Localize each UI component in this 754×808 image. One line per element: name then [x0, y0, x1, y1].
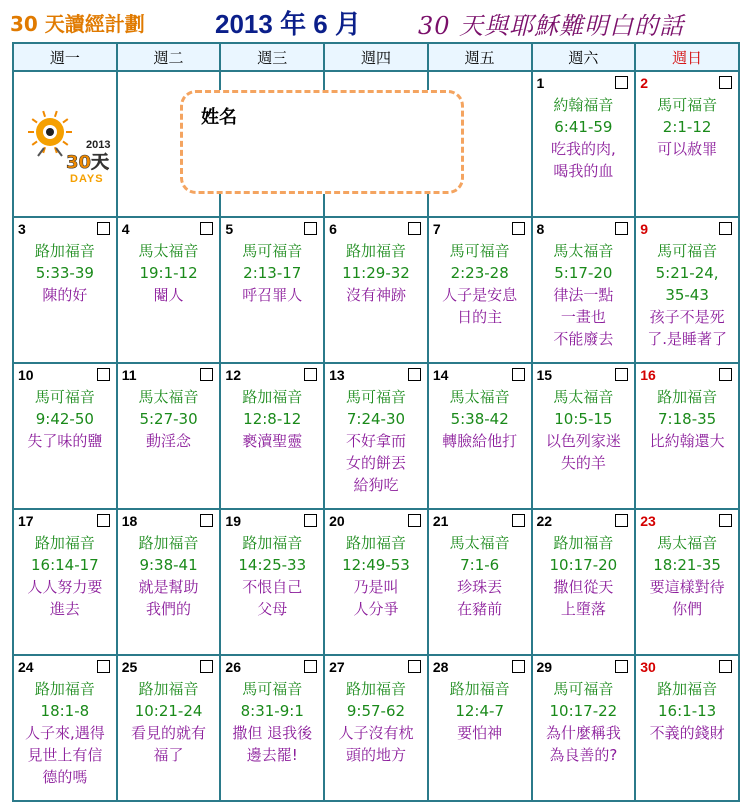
- reading-entry: [533, 532, 635, 620]
- verse-ref: 16:1-13: [658, 702, 717, 720]
- reading-entry: [118, 240, 220, 306]
- week-row: [13, 217, 739, 363]
- verse-ref: 10:5-15: [554, 410, 613, 428]
- done-checkbox[interactable]: [719, 222, 732, 235]
- reading-entry: [14, 240, 116, 306]
- reading-entry: [636, 94, 738, 160]
- verse-ref: 10:17-22: [549, 702, 618, 720]
- reading-title: 不恨自己 父母: [242, 578, 303, 618]
- done-checkbox[interactable]: [615, 76, 628, 89]
- reading-title: 陳的好: [42, 286, 88, 304]
- done-checkbox[interactable]: [408, 660, 421, 673]
- reading-title: 珍珠丟 在豬前: [457, 578, 503, 618]
- reading-title: 沒有神跡: [345, 286, 406, 304]
- day-number: 12: [225, 367, 241, 383]
- day-cell: [324, 217, 428, 363]
- book-name: 約翰福音: [553, 96, 614, 114]
- day-cell: [635, 509, 739, 655]
- reading-entry: [221, 532, 323, 620]
- reading-title: 轉臉給他打: [442, 432, 518, 450]
- done-checkbox[interactable]: [719, 368, 732, 381]
- weekday-tue: 週二: [117, 43, 221, 71]
- day-cell: [532, 655, 636, 801]
- day-cell: [220, 363, 324, 509]
- day-cell: [117, 509, 221, 655]
- day-number: 2: [640, 75, 649, 91]
- day-number: 5: [225, 221, 234, 237]
- day-cell: [117, 217, 221, 363]
- day-cell: [13, 655, 117, 801]
- done-checkbox[interactable]: [615, 514, 628, 527]
- day-cell: [428, 509, 532, 655]
- done-checkbox[interactable]: [97, 660, 110, 673]
- book-name: 馬可福音: [657, 242, 718, 260]
- day-number: 9: [640, 221, 649, 237]
- book-name: 馬可福音: [449, 242, 510, 260]
- verse-ref: 12:8-12: [243, 410, 302, 428]
- reading-entry: [118, 532, 220, 620]
- day-cell: [428, 655, 532, 801]
- book-name: 路加福音: [345, 242, 406, 260]
- book-name: 路加福音: [242, 534, 303, 552]
- verse-ref: 5:21-24, 35-43: [655, 264, 719, 304]
- reading-title: 不義的錢財: [649, 724, 725, 742]
- verse-ref: 5:38-42: [450, 410, 509, 428]
- verse-ref: 7:24-30: [346, 410, 406, 428]
- reading-entry: [118, 386, 220, 452]
- name-field[interactable]: [180, 90, 464, 194]
- weekday-wed: 週三: [220, 43, 324, 71]
- reading-title: 以色列家迷 失的羊: [545, 432, 621, 472]
- day-cell: [532, 509, 636, 655]
- reading-entry: [636, 678, 738, 744]
- reading-title: 看見的就有 福了: [131, 724, 207, 764]
- reading-title: 律法一點 一畫也 不能廢去: [553, 286, 614, 348]
- day-number: 23: [640, 513, 656, 529]
- done-checkbox[interactable]: [408, 368, 421, 381]
- book-name: 路加福音: [34, 242, 95, 260]
- done-checkbox[interactable]: [719, 660, 732, 673]
- reading-title: 撒但從天 上墮落: [553, 578, 614, 618]
- verse-ref: 5:33-39: [35, 264, 94, 282]
- day-number: 6: [329, 221, 337, 237]
- book-name: 路加福音: [34, 680, 95, 698]
- done-checkbox[interactable]: [408, 514, 421, 527]
- reading-entry: [325, 678, 427, 766]
- book-name: 馬可福音: [242, 242, 303, 260]
- verse-ref: 2:13-17: [243, 264, 302, 282]
- day-number: 4: [121, 221, 130, 237]
- reading-title: 人人努力要 進去: [27, 578, 103, 618]
- week-row: [13, 509, 739, 655]
- reading-title: 失了味的鹽: [27, 432, 103, 450]
- done-checkbox[interactable]: [97, 368, 110, 381]
- book-name: 馬可福音: [657, 96, 718, 114]
- theme-title: 30 天與耶穌難明白的話: [418, 12, 685, 40]
- verse-ref: 2:23-28: [450, 264, 509, 282]
- verse-ref: 19:1-12: [139, 264, 198, 282]
- reading-title: 要怕神: [457, 724, 503, 742]
- reading-entry: [325, 532, 427, 620]
- reading-title: 要這樣對待 你們: [649, 578, 725, 618]
- day-number: 19: [225, 513, 241, 529]
- book-name: 馬可福音: [553, 680, 614, 698]
- reading-title: 人子是安息 日的主: [442, 286, 518, 326]
- reading-entry: [429, 240, 531, 328]
- day-cell: [13, 363, 117, 509]
- verse-ref: 9:38-41: [139, 556, 198, 574]
- book-name: 馬太福音: [553, 388, 614, 406]
- book-name: 路加福音: [138, 534, 199, 552]
- verse-ref: 9:42-50: [35, 410, 94, 428]
- book-name: 路加福音: [34, 534, 95, 552]
- reading-entry: [118, 678, 220, 766]
- verse-ref: 16:14-17: [30, 556, 99, 574]
- plan-title: 30 天讀經計劃: [10, 12, 145, 36]
- day-cell: [428, 363, 532, 509]
- book-name: 路加福音: [449, 680, 510, 698]
- reading-entry: [636, 532, 738, 620]
- reading-title: 褻瀆聖靈: [242, 432, 303, 450]
- done-checkbox[interactable]: [200, 660, 213, 673]
- done-checkbox[interactable]: [512, 222, 525, 235]
- book-name: 路加福音: [345, 680, 406, 698]
- reading-entry: [533, 240, 635, 350]
- reading-title: 撒但 退我後 邊去罷!: [232, 724, 313, 764]
- done-checkbox[interactable]: [304, 514, 317, 527]
- book-name: 馬太福音: [449, 534, 510, 552]
- day-cell: [220, 217, 324, 363]
- reading-entry: [429, 532, 531, 620]
- day-cell: [117, 363, 221, 509]
- book-name: 路加福音: [657, 680, 718, 698]
- reading-title: 就是幫助 我們的: [138, 578, 199, 618]
- verse-ref: 18:21-35: [653, 556, 721, 574]
- reading-entry: [14, 386, 116, 452]
- empty-cell: [13, 71, 117, 217]
- weekday-thu: 週四: [324, 43, 428, 71]
- verse-ref: 5:17-20: [554, 264, 613, 282]
- reading-title: 動淫念: [146, 432, 192, 450]
- logo-sub: DAYS: [70, 173, 104, 185]
- weekday-mon: 週一: [13, 43, 117, 71]
- weekday-sun: 週日: [635, 43, 739, 71]
- day-cell: [635, 655, 739, 801]
- day-number: 30: [640, 659, 656, 675]
- verse-ref: 7:1-6: [460, 556, 500, 574]
- day-cell: [324, 509, 428, 655]
- done-checkbox[interactable]: [615, 222, 628, 235]
- page-header: [0, 0, 754, 40]
- logo-year: 2013: [86, 139, 111, 151]
- week-row: [13, 363, 739, 509]
- verse-ref: 10:17-20: [549, 556, 618, 574]
- reading-entry: [221, 386, 323, 452]
- day-number: 18: [121, 513, 138, 529]
- done-checkbox[interactable]: [200, 222, 213, 235]
- day-cell: [13, 217, 117, 363]
- reading-entry: [221, 678, 323, 766]
- reading-entry: [429, 386, 531, 452]
- done-checkbox[interactable]: [719, 76, 732, 89]
- reading-entry: [221, 240, 323, 306]
- book-name: 馬可福音: [34, 388, 95, 406]
- reading-title: 吃我的肉, 喝我的血: [550, 140, 616, 180]
- verse-ref: 9:57-62: [346, 702, 406, 720]
- day-number: 11: [121, 367, 137, 383]
- reading-entry: [14, 678, 116, 788]
- reading-entry: [533, 386, 635, 474]
- reading-entry: [429, 678, 531, 744]
- book-name: 馬可福音: [242, 680, 303, 698]
- reading-title: 孩子不是死 了.是睡著了: [647, 308, 727, 348]
- verse-ref: 5:27-30: [139, 410, 198, 428]
- done-checkbox[interactable]: [512, 368, 525, 381]
- day-number: 3: [18, 221, 26, 237]
- reading-entry: [325, 386, 427, 496]
- book-name: 馬太福音: [138, 242, 199, 260]
- reading-title: 比約翰還大: [649, 432, 725, 450]
- day-cell: [635, 363, 739, 509]
- done-checkbox[interactable]: [304, 222, 317, 235]
- book-name: 路加福音: [242, 388, 303, 406]
- name-label: 姓名: [201, 107, 237, 128]
- logo-30-days: [28, 102, 116, 188]
- verse-ref: 14:25-33: [238, 556, 307, 574]
- day-cell: [532, 217, 636, 363]
- book-name: 路加福音: [657, 388, 718, 406]
- book-name: 馬太福音: [138, 388, 199, 406]
- verse-ref: 2:1-12: [662, 118, 712, 136]
- done-checkbox[interactable]: [97, 514, 110, 527]
- day-cell: [220, 655, 324, 801]
- day-cell: [635, 217, 739, 363]
- day-cell: [324, 363, 428, 509]
- reading-entry: [533, 678, 635, 766]
- done-checkbox[interactable]: [200, 368, 213, 381]
- logo-text: 30天: [66, 152, 110, 173]
- day-cell: [532, 363, 636, 509]
- day-number: 24: [18, 659, 34, 675]
- verse-ref: 10:21-24: [134, 702, 203, 720]
- day-cell: [532, 71, 636, 217]
- done-checkbox[interactable]: [719, 514, 732, 527]
- day-number: 7: [432, 221, 441, 237]
- day-number: 27: [329, 659, 345, 675]
- reading-entry: [325, 240, 427, 306]
- day-number: 29: [536, 659, 553, 675]
- reading-entry: [636, 386, 738, 452]
- reading-title: 人子沒有枕 頭的地方: [338, 724, 414, 764]
- day-number: 22: [536, 513, 553, 529]
- reading-title: 人子來,遇得 見世上有信 德的嗎: [24, 724, 105, 786]
- book-name: 馬太福音: [553, 242, 614, 260]
- day-cell: [220, 509, 324, 655]
- done-checkbox[interactable]: [408, 222, 421, 235]
- day-number: 28: [432, 659, 449, 675]
- reading-title: 可以赦罪: [657, 140, 718, 158]
- verse-ref: 11:29-32: [342, 264, 410, 282]
- day-number: 14: [432, 367, 449, 383]
- done-checkbox[interactable]: [615, 368, 628, 381]
- week-row: [13, 655, 739, 801]
- day-number: 21: [432, 513, 449, 529]
- day-number: 17: [18, 513, 34, 529]
- done-checkbox[interactable]: [304, 368, 317, 381]
- day-number: 15: [536, 367, 553, 383]
- day-number: 10: [18, 367, 34, 383]
- verse-ref: 8:31-9:1: [240, 702, 304, 720]
- verse-ref: 12:49-53: [342, 556, 410, 574]
- reading-entry: [636, 240, 738, 350]
- day-number: 26: [225, 659, 241, 675]
- book-name: 馬太福音: [449, 388, 510, 406]
- weekday-sat: 週六: [532, 43, 636, 71]
- day-cell: [13, 509, 117, 655]
- book-name: 路加福音: [138, 680, 199, 698]
- verse-ref: 12:4-7: [455, 702, 504, 720]
- day-number: 1: [536, 75, 545, 91]
- reading-entry: [533, 94, 635, 182]
- verse-ref: 18:1-8: [40, 702, 90, 720]
- day-cell: [117, 655, 221, 801]
- reading-title: 乃是叫 人分爭: [353, 578, 399, 618]
- weekday-header-row: [13, 43, 739, 71]
- day-number: 16: [640, 367, 656, 383]
- day-number: 8: [536, 221, 545, 237]
- book-name: 馬可福音: [345, 388, 406, 406]
- reading-title: 閹人: [153, 286, 184, 304]
- weekday-fri: 週五: [428, 43, 532, 71]
- reading-title: 呼召罪人: [242, 286, 303, 304]
- book-name: 路加福音: [345, 534, 406, 552]
- day-cell: [324, 655, 428, 801]
- done-checkbox[interactable]: [615, 660, 628, 673]
- month-title: 2013 年 6 月: [215, 9, 361, 39]
- book-name: 路加福音: [553, 534, 614, 552]
- reading-entry: [14, 532, 116, 620]
- day-number: 13: [329, 367, 345, 383]
- book-name: 馬太福音: [657, 534, 718, 552]
- done-checkbox[interactable]: [200, 514, 213, 527]
- day-cell: [428, 217, 532, 363]
- reading-title: 為什麼稱我 為良善的?: [545, 724, 621, 764]
- day-number: 25: [121, 659, 138, 675]
- done-checkbox[interactable]: [512, 660, 525, 673]
- verse-ref: 7:18-35: [658, 410, 717, 428]
- day-number: 20: [329, 513, 345, 529]
- verse-ref: 6:41-59: [554, 118, 613, 136]
- done-checkbox[interactable]: [512, 514, 525, 527]
- done-checkbox[interactable]: [97, 222, 110, 235]
- reading-title: 不好拿而 女的餅丟 給狗吃: [345, 432, 406, 494]
- done-checkbox[interactable]: [304, 660, 317, 673]
- day-cell: [635, 71, 739, 217]
